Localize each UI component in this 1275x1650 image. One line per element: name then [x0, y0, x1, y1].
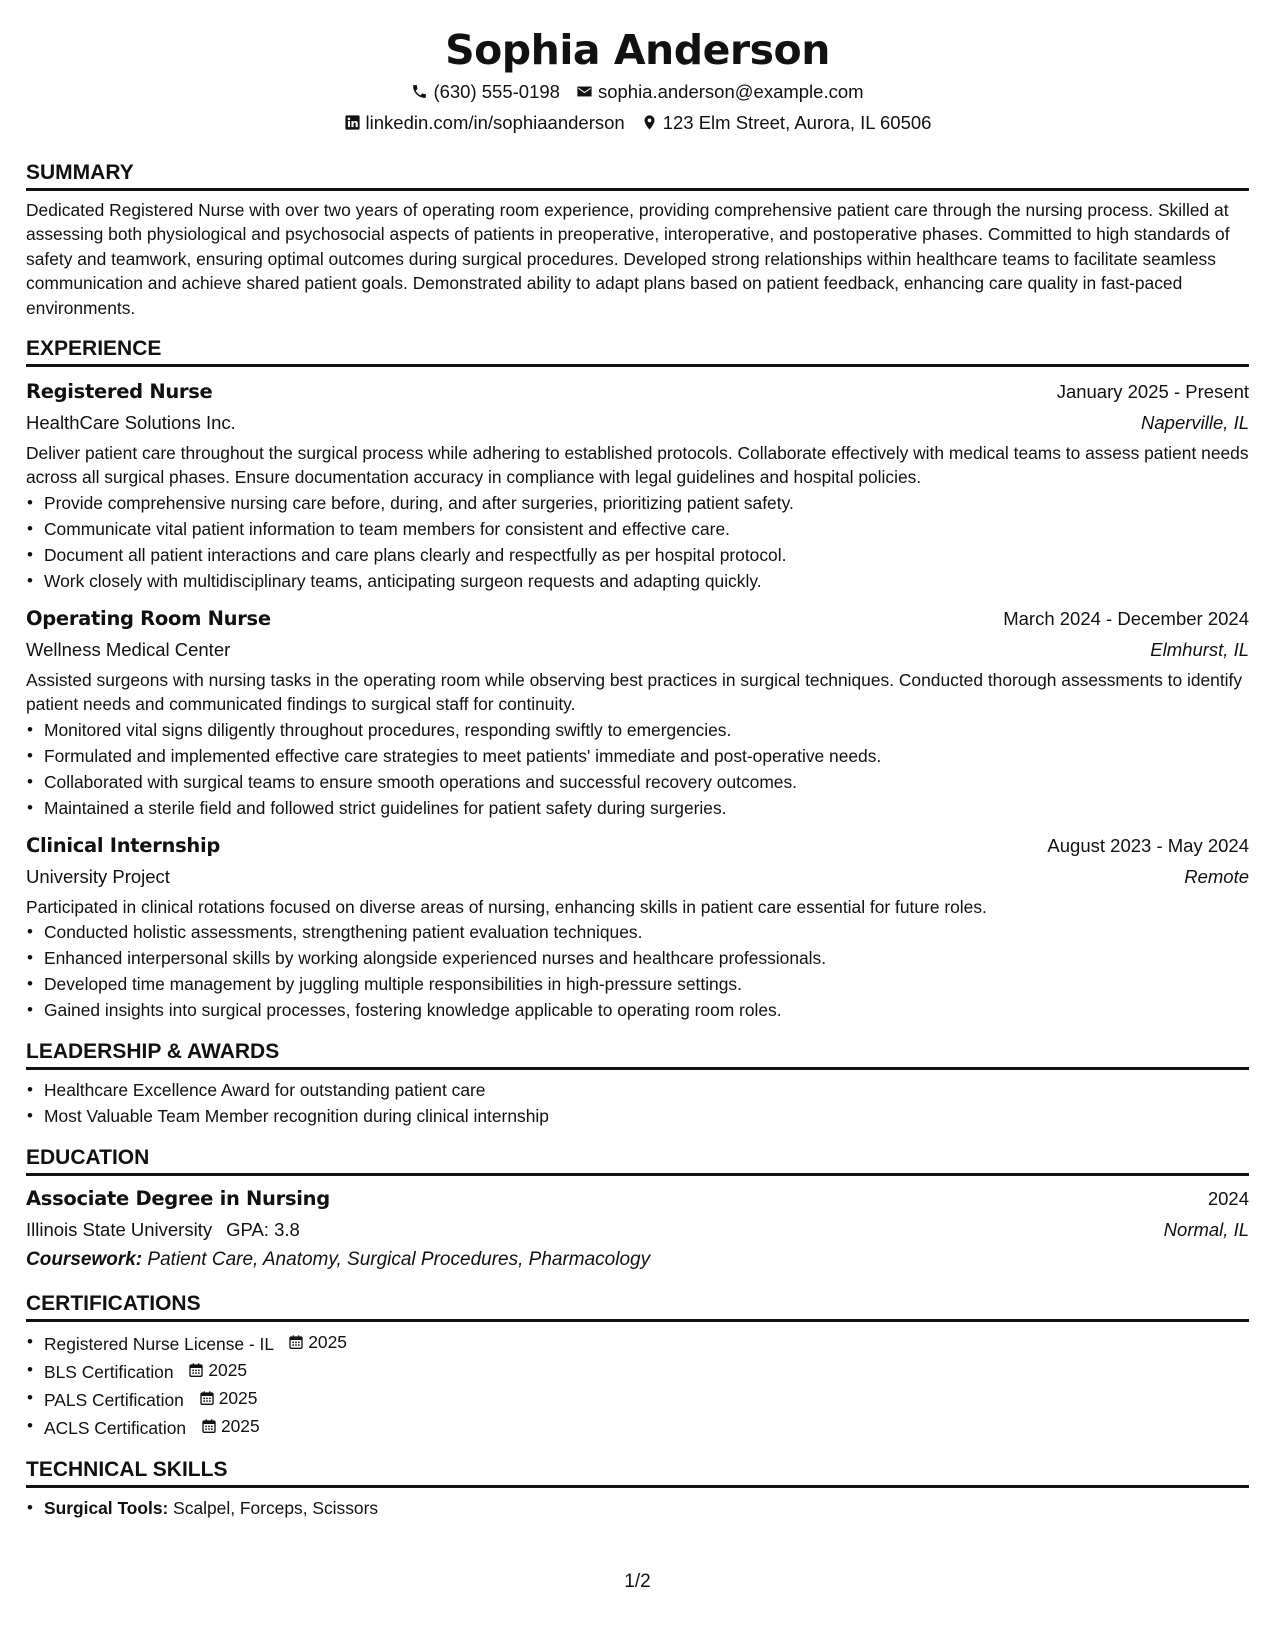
job-dates: August 2023 - May 2024 — [1047, 834, 1249, 856]
contact-line-1 — [26, 76, 1249, 107]
awards-list — [26, 1077, 1249, 1129]
certification-year: 2025 — [218, 1388, 258, 1409]
certification-year: 2025 — [220, 1416, 260, 1437]
employer: HealthCare Solutions Inc. — [26, 412, 236, 434]
certification-date — [188, 1357, 247, 1383]
resume-page — [26, 24, 1249, 1521]
skills-list — [26, 1495, 1249, 1521]
email-address[interactable]: sophia.anderson@example.com — [597, 81, 864, 102]
skill-item — [44, 1495, 1249, 1521]
degree-name: Associate Degree in Nursing — [26, 1187, 330, 1211]
list-item: • Enhanced interpersonal skills by working alongside experienced nurses and healthcare professionals. — [44, 945, 1249, 971]
address-contact — [641, 107, 932, 138]
certification-date — [288, 1329, 347, 1355]
experience-entry — [26, 830, 1249, 1023]
leadership-section — [26, 1039, 1249, 1129]
coursework-list: Patient Care, Anatomy, Surgical Procedures, Pharmacology — [147, 1249, 651, 1271]
job-dates: January 2025 - Present — [1056, 381, 1249, 403]
map-pin-icon — [641, 114, 658, 131]
resume-header — [26, 24, 1249, 138]
certification-name: PALS Certification — [44, 1390, 184, 1411]
linkedin-contact — [344, 107, 625, 138]
summary-text: Dedicated Registered Nurse with over two years of operating room experience, providing comprehensive patient care through the nursing process. Skilled at assessing both physiological and psychosocial aspects of patients in preoperative, interoperative, and postoperative phases. Committed to high standards of safety and teamwork, ensuring optimal outcomes during surgical procedures. Developed strong relationships within healthcare teams to facilitate seamless communication and achieve shared patient goals. Demonstrated ability to adapt plans based on patient feedback, enhancing care quality in fast-paced environments. — [26, 200, 1230, 318]
calendar-icon — [199, 1390, 215, 1406]
calendar-icon — [188, 1362, 204, 1378]
experience-entry — [26, 603, 1249, 821]
section-title-education: EDUCATION — [26, 1145, 1249, 1176]
job-title: Operating Room Nurse — [26, 606, 271, 630]
experience-entry — [26, 376, 1249, 594]
certifications-list — [26, 1329, 1249, 1441]
certification-name: BLS Certification — [44, 1362, 174, 1383]
phone-number[interactable]: (630) 555-0198 — [433, 81, 560, 102]
job-description: Assisted surgeons with nursing tasks in the operating room while observing best practices in surgical techniques. Conducted thorough assessments to identify patient needs and communicated findings to surgical staff for continuity. — [26, 669, 1243, 715]
section-title-experience: EXPERIENCE — [26, 336, 1249, 367]
certification-name: ACLS Certification — [44, 1418, 187, 1439]
certification-item — [44, 1385, 1249, 1413]
list-item: • Monitored vital signs diligently throughout procedures, responding swiftly to emergencies. — [44, 717, 1249, 743]
phone-contact — [411, 76, 560, 107]
email-contact — [576, 76, 864, 107]
job-location: Elmhurst, IL — [1150, 638, 1249, 660]
list-item: • Document all patient interactions and care plans clearly and respectfully as per hospital protocol. — [44, 542, 1249, 568]
job-title: Clinical Internship — [26, 833, 221, 857]
job-bullets — [26, 717, 1249, 821]
job-dates: March 2024 - December 2024 — [1003, 607, 1249, 629]
certification-date — [201, 1413, 260, 1439]
section-title-leadership: LEADERSHIP & AWARDS — [26, 1039, 1249, 1070]
calendar-icon — [201, 1418, 217, 1434]
education-section — [26, 1145, 1249, 1275]
list-item: • Developed time management by juggling multiple responsibilities in high-pressure settings. — [44, 971, 1249, 997]
list-item: • Communicate vital patient information to team members for consistent and effective care. — [44, 516, 1249, 542]
skill-value: Scalpel, Forceps, Scissors — [173, 1498, 379, 1519]
certification-name: Registered Nurse License - IL — [44, 1334, 274, 1355]
list-item: • Healthcare Excellence Award for outstanding patient care — [44, 1077, 1249, 1103]
coursework-label: Coursework: — [26, 1249, 143, 1271]
school-and-gpa — [26, 1214, 300, 1245]
list-item: • Work closely with multidisciplinary teams, anticipating surgeon requests and adapting quickly. — [44, 568, 1249, 594]
employer: Wellness Medical Center — [26, 638, 231, 660]
street-address: 123 Elm Street, Aurora, IL 60506 — [662, 112, 932, 133]
list-item: • Provide comprehensive nursing care before, during, and after surgeries, prioritizing patient safety. — [44, 490, 1249, 516]
list-item: • Maintained a sterile field and followed strict guidelines for patient safety during surgeries. — [44, 795, 1249, 821]
certifications-section — [26, 1291, 1249, 1441]
linkedin-icon — [344, 114, 361, 131]
graduation-year: 2024 — [1207, 1188, 1249, 1210]
skill-label: Surgical Tools: — [44, 1498, 169, 1519]
job-description: Participated in clinical rotations focused on diverse areas of nursing, enhancing skills in patient care essential for future roles. — [26, 896, 987, 917]
linkedin-url[interactable]: linkedin.com/in/sophiaanderson — [365, 112, 625, 133]
list-item: • Formulated and implemented effective care strategies to meet patients' immediate and post-operative needs. — [44, 743, 1249, 769]
certification-item — [44, 1413, 1249, 1441]
page-number: 1/2 — [624, 1571, 651, 1592]
contact-line-2 — [26, 107, 1249, 138]
experience-section — [26, 336, 1249, 1023]
job-bullets — [26, 490, 1249, 594]
calendar-icon — [288, 1334, 304, 1350]
certification-year: 2025 — [308, 1332, 347, 1353]
certification-date — [199, 1385, 258, 1411]
list-item: • Conducted holistic assessments, strengthening patient evaluation techniques. — [44, 919, 1249, 945]
skills-section — [26, 1457, 1249, 1521]
candidate-name: Sophia Anderson — [445, 26, 830, 74]
section-title-summary: SUMMARY — [26, 160, 1249, 191]
section-title-skills: TECHNICAL SKILLS — [26, 1457, 1249, 1488]
certification-item — [44, 1329, 1249, 1357]
envelope-icon — [576, 83, 593, 100]
job-location: Remote — [1184, 865, 1249, 887]
job-bullets — [26, 919, 1249, 1023]
job-description: Deliver patient care throughout the surgical process while adhering to established protocols. Collaborate effectively with medical teams to assess patient needs across all surgical phases. Ensure documentation accuracy in compliance with legal guidelines and hospital policies. — [26, 443, 1249, 488]
summary-section — [26, 160, 1249, 320]
school-name: Illinois State University — [26, 1219, 213, 1241]
job-location: Naperville, IL — [1141, 412, 1249, 434]
certification-item — [44, 1357, 1249, 1385]
coursework — [26, 1245, 1249, 1275]
job-title: Registered Nurse — [26, 380, 213, 404]
list-item: • Collaborated with surgical teams to ensure smooth operations and successful recovery outcomes. — [44, 769, 1249, 795]
gpa: GPA: 3.8 — [226, 1219, 300, 1241]
section-title-certifications: CERTIFICATIONS — [26, 1291, 1249, 1322]
list-item: • Gained insights into surgical processes, fostering knowledge applicable to operating room roles. — [44, 997, 1249, 1023]
phone-icon — [411, 83, 428, 100]
school-location: Normal, IL — [1163, 1219, 1249, 1241]
list-item: • Most Valuable Team Member recognition during clinical internship — [44, 1103, 1249, 1129]
certification-year: 2025 — [208, 1360, 248, 1381]
employer: University Project — [26, 865, 170, 887]
